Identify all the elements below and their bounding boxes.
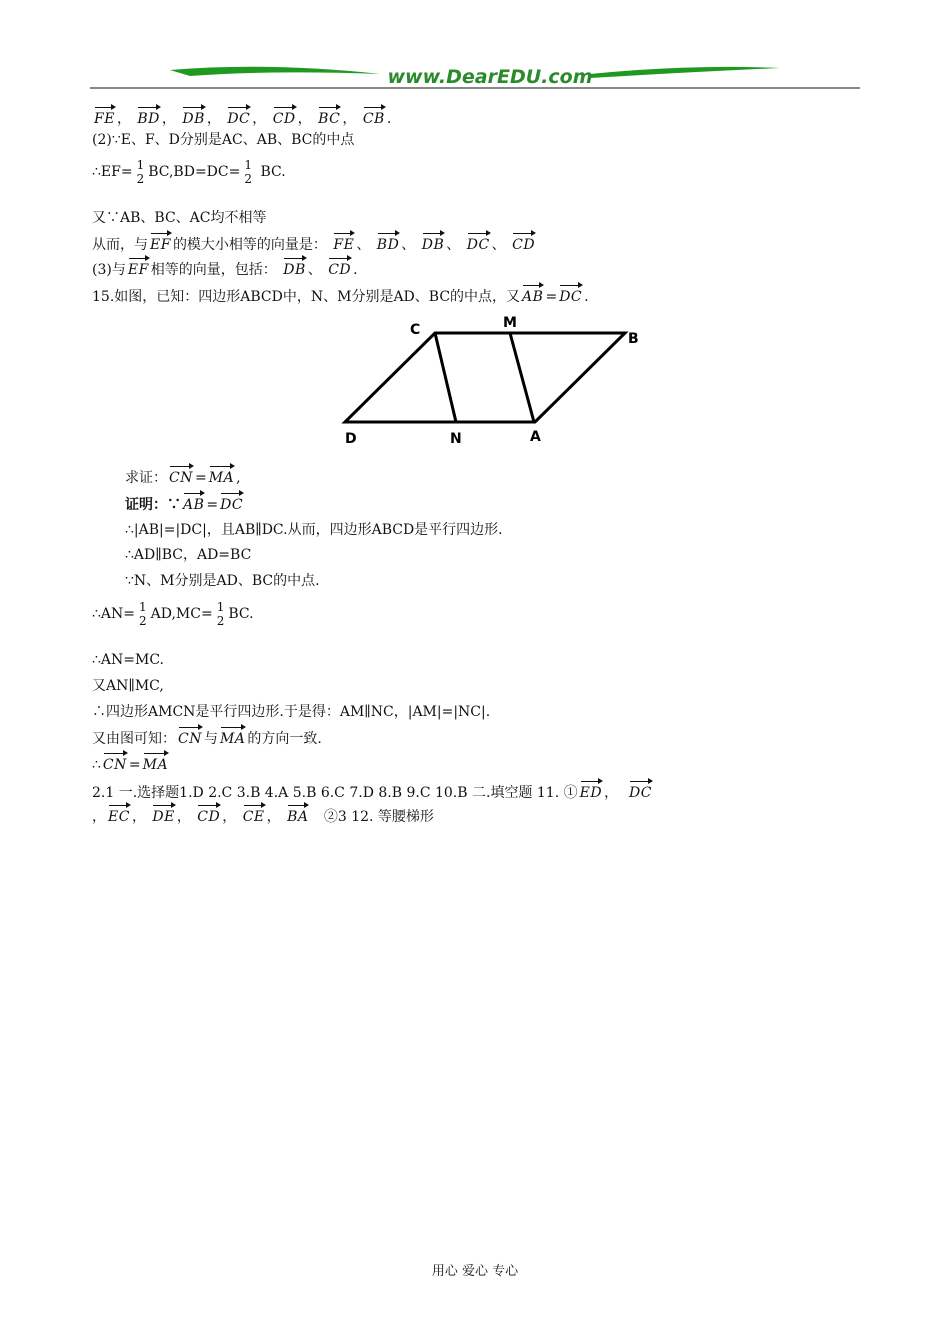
fraction [215, 600, 227, 628]
text-line: 又AN∥MC, [92, 678, 164, 694]
vector-line: (3)与 EF 相等的向量，包括： DB 、 CD . [92, 255, 358, 280]
vec: CN [178, 724, 202, 749]
vec: MA [143, 750, 168, 775]
vec: BA [287, 802, 308, 827]
vec: DC [220, 490, 243, 515]
fraction [137, 600, 149, 628]
text-line: (2)∵E、F、D分别是AC、AB、BC的中点 [92, 132, 355, 148]
fraction-num: 1 [216, 600, 225, 614]
text: 又由图可知： [92, 731, 176, 747]
vec: BC [318, 104, 340, 129]
site-logo: www.DearEDU.com [387, 66, 593, 88]
segment-ma [510, 333, 534, 422]
vec: DC [227, 104, 250, 129]
vec: DB [422, 230, 445, 255]
text: (3)与 [92, 262, 126, 278]
vec: FE [94, 104, 115, 129]
page-footer: 用心 爱心 专心 [431, 1264, 519, 1279]
label-n: N [450, 431, 462, 447]
text: 相等的向量，包括： [150, 262, 277, 278]
fraction [135, 158, 147, 186]
answers-line: 2.1 一.选择题1.D 2.C 3.B 4.A 5.B 6.C 7.D 8.B 9.C 10.B 二.填空题 11. ① ED ， DC [92, 778, 654, 803]
vec: CD [197, 802, 220, 827]
parallelogram-figure [335, 310, 645, 450]
text: 与 [203, 731, 218, 747]
vec: EC [108, 802, 130, 827]
fraction-den: 2 [244, 172, 252, 186]
header-banner [90, 60, 865, 92]
text: ∴EF= [92, 164, 133, 180]
banner-swoosh-left [170, 67, 380, 76]
text: AD,MC= [150, 606, 213, 622]
text: 求证： [125, 470, 167, 486]
vec: DC [467, 230, 490, 255]
text: 15.如图，已知：四边形ABCD中，N、M分别是AD、BC的中点，又 [92, 289, 521, 305]
text: 的模大小相等的向量是： [172, 237, 327, 253]
label-b: B [628, 331, 639, 347]
vector-line: 从而，与 EF 的模大小相等的向量是： FE 、 BD 、 DB 、 DC 、 CD [92, 230, 537, 255]
vector-list-line: FE ， BD ， DB ， DC ， CD ， BC ， CB . [92, 104, 391, 129]
text-line: ∴AN=MC. [92, 652, 164, 668]
text: ∴ [92, 757, 101, 773]
text-line: 又∵AB、BC、AC均不相等 [92, 210, 267, 226]
vec: BD [137, 104, 160, 129]
text: ②3 12. 等腰梯形 [323, 809, 434, 825]
vec: DB [283, 255, 306, 280]
vec: BD [377, 230, 400, 255]
text: ∴AN= [92, 606, 135, 622]
text-line: ∴AD∥BC，AD=BC [125, 547, 252, 563]
vec: CN [169, 463, 193, 488]
problem-line: 15.如图，已知：四边形ABCD中，N、M分别是AD、BC的中点，又 AB = DC . [92, 282, 589, 307]
text: 2.1 一.选择题1.D 2.C 3.B 4.A 5.B 6.C 7.D 8.B 9.C 10.B 二.填空题 11. ① [92, 785, 578, 801]
text-line: ∴四边形AMCN是平行四边形.于是得：AM∥NC，|AM|=|NC|. [92, 704, 491, 720]
segment-cn [435, 333, 456, 422]
vec: ED [580, 778, 602, 803]
text: BC. [228, 606, 254, 622]
text-line: ∴|AB|=|DC|，且AB∥DC.从而，四边形ABCD是平行四边形. [125, 522, 503, 538]
fraction-num: 1 [244, 158, 252, 172]
text: BC. [260, 164, 286, 180]
label-c: C [410, 322, 421, 338]
vec: AB [522, 282, 543, 307]
vec: CB [363, 104, 385, 129]
vec: CE [243, 802, 265, 827]
text: 从而，与 [92, 237, 148, 253]
vec: MA [220, 724, 245, 749]
fraction-den: 2 [139, 614, 147, 628]
fraction-line [92, 158, 286, 186]
vec: CN [103, 750, 127, 775]
vector-line [92, 724, 322, 749]
vec: DE [152, 802, 174, 827]
vector-line: ∴ CN = MA [92, 750, 170, 775]
text: 证明：∵ [125, 497, 181, 513]
banner-swoosh-right [590, 67, 780, 78]
vec: AB [183, 490, 204, 515]
label-a: A [530, 429, 541, 445]
fraction-den: 2 [216, 614, 225, 628]
claim-line: 求证： CN = MA , [125, 463, 241, 488]
label-m: M [503, 315, 517, 331]
text: 的方向一致. [247, 731, 322, 747]
vec: EF [150, 230, 171, 255]
proof-line: 证明：∵ AB = DC [125, 490, 245, 515]
fraction-num: 1 [139, 600, 147, 614]
vec: MA [209, 463, 234, 488]
parallelogram-abcd [345, 333, 625, 422]
text-line: ∵N、M分别是AD、BC的中点. [125, 573, 320, 589]
vec: DB [182, 104, 205, 129]
vec: CD [512, 230, 535, 255]
vec: DC [629, 778, 652, 803]
vec: DC [559, 282, 582, 307]
fraction-num: 1 [136, 158, 145, 172]
fraction [242, 158, 254, 186]
text: BC,BD=DC= [148, 164, 241, 180]
answers-line-2: ， EC ， DE ， CD ， CE ， BA ②3 12. 等腰梯形 [92, 802, 434, 827]
label-d: D [345, 431, 357, 447]
vec: FE [333, 230, 354, 255]
vec: EF [128, 255, 149, 280]
vec: CD [273, 104, 296, 129]
fraction-line [92, 600, 254, 628]
vec: CD [328, 255, 351, 280]
fraction-den: 2 [136, 172, 145, 186]
